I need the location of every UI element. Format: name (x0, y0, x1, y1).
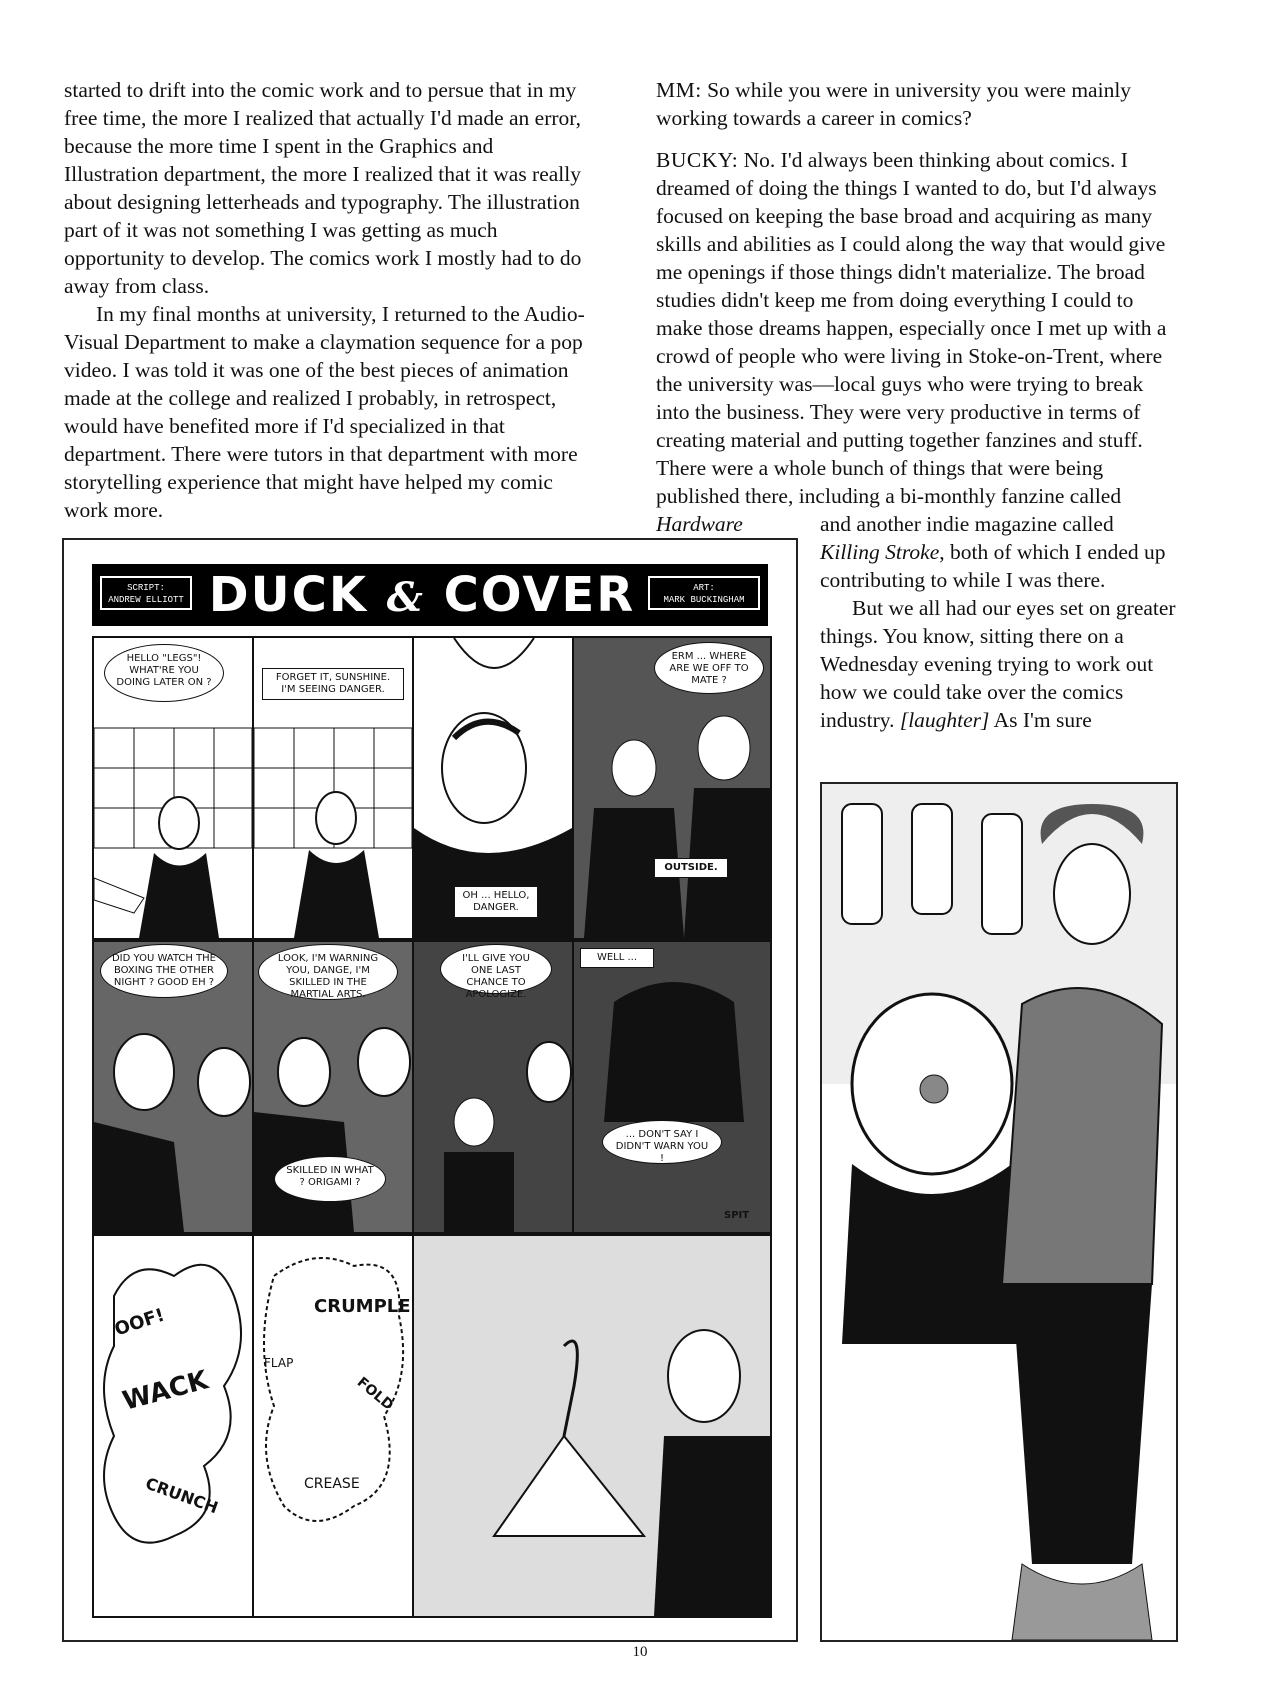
left-column (64, 76, 590, 524)
question-text: So while you were in university you were mainly working towards a career in comics? (656, 78, 1132, 130)
panel-10 (252, 1234, 414, 1618)
sfx-crumple: CRUMPLE (314, 1296, 411, 1317)
speaker-mm: MM: (656, 78, 702, 102)
speaker-bucky: BUCKY: (656, 148, 739, 172)
left-paragraph-2: In my final months at university, I returned to the Audio-Visual Department to make a claymation sequence for a pop video. I was told it was one of the best pieces of animation made at the college and realized I probably, in retrospect, would have benefited more if I'd specialized in that department. There were tutors in that department with more storytelling experience that might have helped my comic work more. (64, 302, 585, 522)
panel-11-art (414, 1236, 770, 1616)
panel-8 (572, 940, 772, 1234)
balloon-4: ERM ... WHERE ARE WE OFF TO MATE ? (654, 642, 764, 694)
sfx-flap: FLAP (264, 1356, 294, 1370)
panel-10-art (254, 1236, 412, 1616)
question-paragraph (656, 76, 1176, 132)
wrapped-column (820, 510, 1176, 734)
answer-italic-hardware: Hardware (656, 512, 743, 536)
art-label: ART: (693, 583, 715, 593)
pinup-illustration (820, 782, 1178, 1642)
paragraph-3 (820, 594, 1176, 734)
balloon-1: HELLO "LEGS"! WHAT'RE YOU DOING LATER ON ? (104, 644, 224, 702)
pinup-art (822, 784, 1176, 1640)
panel-9-art (94, 1236, 252, 1616)
balloon-6b: SKILLED IN WHAT ? ORIGAMI ? (274, 1156, 386, 1202)
answer-text: No. I'd always been thinking about comics. I dreamed of doing the things I wanted to do, but I'd always focused on keeping the base broad and acquiring as many skills and abilities as I could along the way that would give me openings if those things didn't materialize. The broad studies didn't keep me from doing everything I could to make those dreams happen, especially once I met up with a crowd of people who were living in Stoke-on-Trent, where the university was—local guys who were trying to break into the business. They were very productive in terms of creating material and putting together fanzines and stuff. There were a whole bunch of things that were being published there, including a bi-monthly fanzine called (656, 148, 1167, 508)
right-column (656, 76, 1176, 552)
panel-11 (412, 1234, 772, 1618)
answer-italic-killing-stroke: Killing Stroke (820, 540, 940, 564)
panel-9 (92, 1234, 254, 1618)
comic-title-banner (92, 564, 768, 626)
panel-3 (412, 636, 574, 940)
panel-6 (252, 940, 414, 1234)
sfx-crease: CREASE (304, 1476, 360, 1492)
sfx-fold: FOLD (353, 1374, 397, 1414)
answer-text-2: and another indie magazine called (820, 512, 1114, 536)
wrapped-answer-continuation (820, 510, 1176, 594)
left-paragraph-1: started to drift into the comic work and to persue that in my free time, the more I realized that actually I'd made an error, because the more time I spent in the Graphics and Illustration department, the more I realized that it was really about designing letterheads and typography. The illustration part of it was not something I was getting as much opportunity to develop. The comics work I mostly had to do away from class. (64, 78, 582, 298)
comic-strip (62, 538, 798, 1642)
script-credit (100, 576, 192, 610)
balloon-5: DID YOU WATCH THE BOXING THE OTHER NIGHT ? GOOD EH ? (100, 944, 228, 998)
title-ampersand: & (386, 574, 425, 621)
paragraph-3-text: But we all had our eyes set on greater things. You know, sitting there on a Wednesday evening trying to work out how we could take over the comics industry. (820, 596, 1176, 732)
paragraph-3-italic: [laughter] (899, 708, 990, 732)
balloon-4b: OUTSIDE. (654, 858, 728, 878)
sfx-crunch: CRUNCH (143, 1473, 221, 1518)
balloon-6: LOOK, I'M WARNING YOU, DANGE, I'M SKILLED IN THE MARTIAL ARTS. (258, 944, 398, 1000)
comic-title (202, 566, 642, 627)
art-name: MARK BUCKINGHAM (663, 595, 745, 605)
page-number: 10 (632, 1644, 648, 1660)
panel-7 (412, 940, 574, 1234)
balloon-3: OH ... HELLO, DANGER. (454, 886, 538, 918)
panel-8-art (574, 942, 770, 1232)
answer-paragraph (656, 146, 1176, 538)
sfx-wack: WACK (119, 1365, 212, 1417)
paragraph-3-end: As I'm sure (993, 708, 1092, 732)
script-name: ANDREW ELLIOTT (108, 595, 184, 605)
script-label: SCRIPT: (127, 583, 165, 593)
panel-4 (572, 636, 772, 940)
sfx-oof: OOF! (112, 1304, 168, 1341)
balloon-7: I'LL GIVE YOU ONE LAST CHANCE TO APOLOGIZE. (440, 944, 552, 994)
answer-text-3: , both of which I ended up contributing to while I was there. (820, 540, 1166, 592)
title-cover: COVER (443, 567, 636, 623)
sfx-spit: SPIT (724, 1210, 750, 1221)
balloon-8: WELL ... (580, 948, 654, 968)
art-credit (648, 576, 760, 610)
panel-5 (92, 940, 254, 1234)
title-duck: DUCK (208, 567, 369, 623)
balloon-2: FORGET IT, SUNSHINE. I'M SEEING DANGER. (262, 668, 404, 700)
panel-1 (92, 636, 254, 940)
balloon-8b: ... DON'T SAY I DIDN'T WARN YOU ! (602, 1120, 722, 1164)
panel-2 (252, 636, 414, 940)
